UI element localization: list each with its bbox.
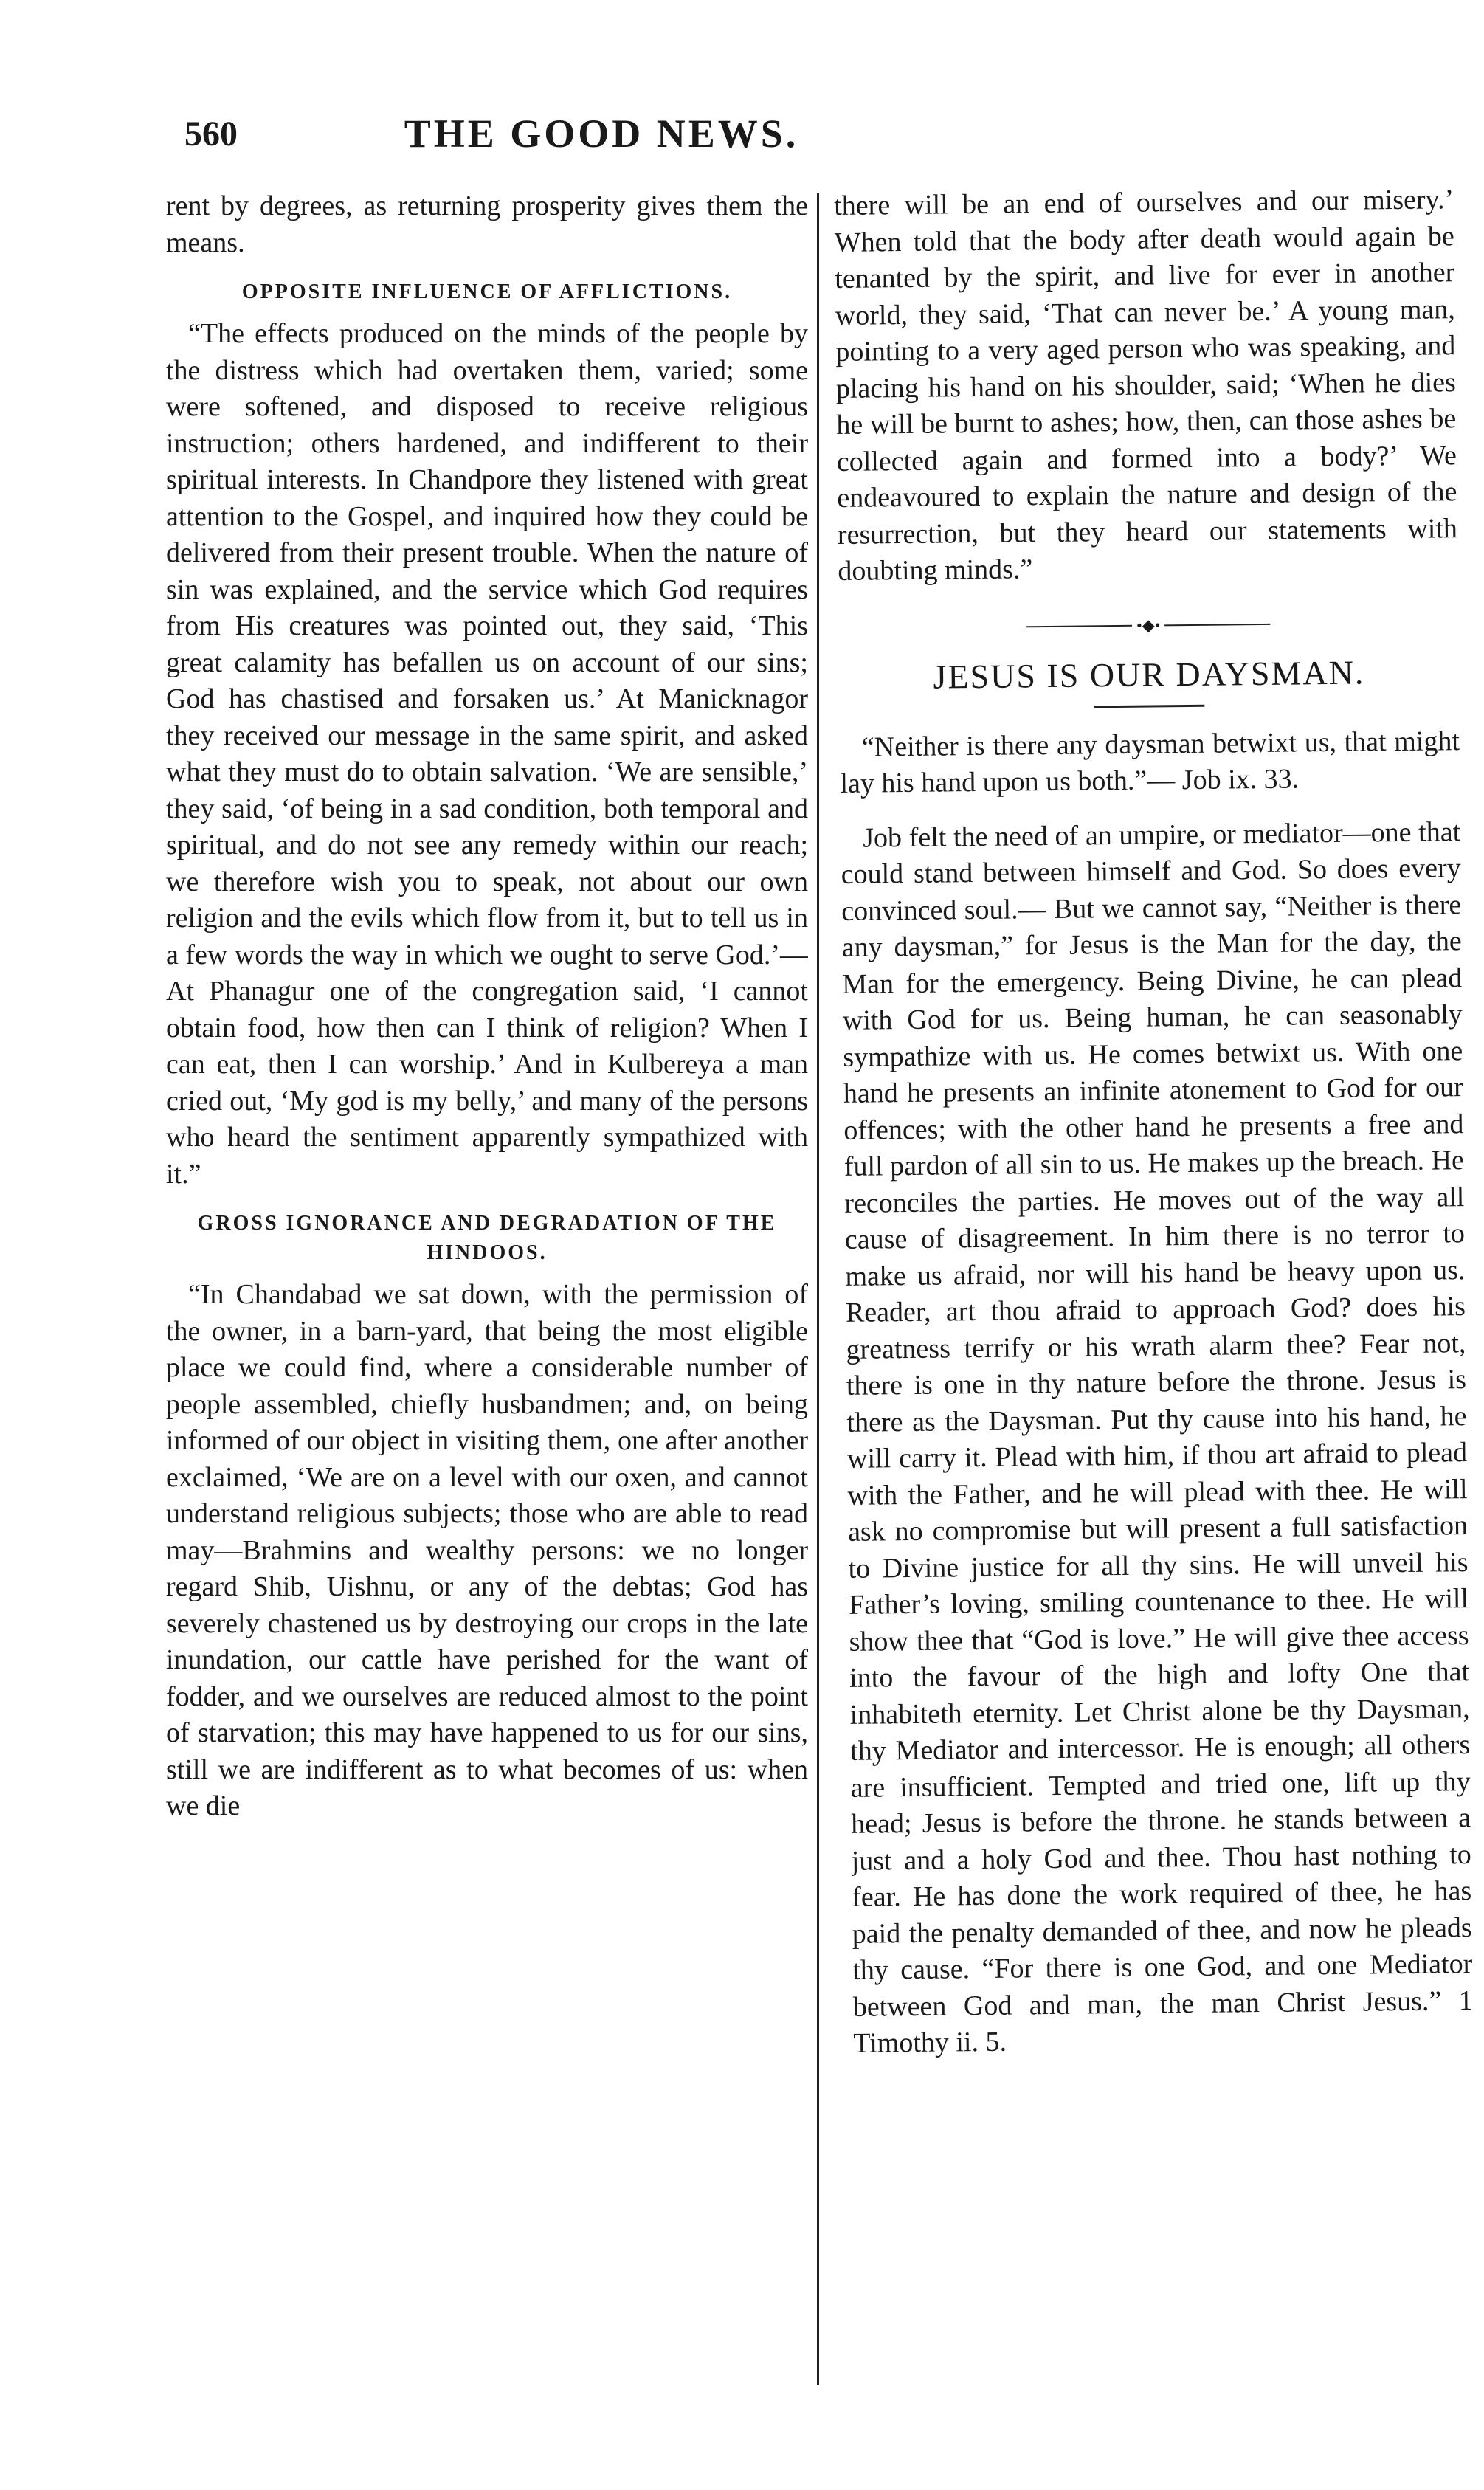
epigraph-reference: Job ix. 33.: [1181, 763, 1300, 796]
article-title: JESUS IS OUR DAYSMAN.: [933, 653, 1365, 696]
column-divider: [817, 193, 819, 2385]
article-body: Job felt the need of an umpire, or mediator—one that could stand between himself and God. So does every convinced soul.— But we cannot say, “Neither is there any daysman,” for Jesus is the Man for the day, the Man for the emergency. Being Divine, he can plead with God for us. Being human, he can seasonably sympathize with us. He comes betwixt us. With one hand he presents an infinite atonement to God for our offences; with the other hand he presents a free and full pardon of all sin to us. He makes up the breach. He reconciles the parties. He moves out of the way all cause of disagreement. In him there is no terror to make us afraid, nor will his hand be heavy upon us. Reader, art thou afraid to approach God? does his greatness terrify or his wrath alarm thee? Fear not, there is one in thy nature before the throne. Jesus is there as the Daysman. Put thy cause into his hand, he will carry it. Plead with him, if thou art afraid to plead with the Father, and he will plead with thee. He will ask no compromise but will present a full satisfaction to Divine justice for all thy sins. He will unveil his Father’s loving, smiling countenance to thee. He will show thee that “God is love.” He will give thee access into the favour of the high and lofty One that inhabiteth eternity. Let Christ alone be thy Daysman, thy Mediator and intercessor. He is enough; all others are insufficient. Tempted and tried one, lift up thy head; Jesus is before the throne. he stands between a just and a holy God and thee. Thou hast nothing to fear. He has done the work required of thee, he has paid the penalty demanded of thee, and now he pleads thy cause. “For there is one God, and one Mediator between God and man, the man Christ Jesus.” 1 Timothy ii. 5.: [841, 815, 1473, 2059]
page-header: [162, 111, 1040, 170]
continuation-paragraph: there will be an end of ourselves and our misery.’ When told that the body after death would again be tenanted by the spirit, and live for ever in another world, they said, ‘That can never be.’ A young man, pointing to a very aged person who was speaking, and placing his hand on his shoulder, said; ‘When he dies he will be burnt to ashes; how, then, can those ashes be collected again and formed into a body?’ We endeavoured to explain the nature and design of the resurrection, but they heard our statements with doubting minds.”: [834, 184, 1458, 587]
section-heading-ignorance: GROSS IGNORANCE AND DEGRADATION OF THE HINDOOS.: [197, 1212, 777, 1264]
paragraph-ignorance: “In Chandabad we sat down, with the permission of the owner, in a barn-yard, that being the most eligible place we could find, where a considerable number of people assembled, chiefly husbandmen; and, on being informed of our object in visiting them, one after another exclaimed, ‘We are on a level with our oxen, and cannot understand religious subjects; those who are able to read may—Brahmins and wealthy persons: we no longer regard Shib, Uishnu, or any of the debtas; God has severely chastened us by destroying our crops in the late inundation, our cattle have perished for the want of fodder, and we ourselves are reduced almost to the point of starvation; this may have happened to us for our sins, still we are indifferent as to what becomes of us: when we die: [166, 1279, 808, 1821]
section-heading-afflictions: OPPOSITE INFLUENCE OF AFFLICTIONS.: [241, 280, 733, 303]
epigraph-text: “Neither is there any daysman betwixt us, that might lay his hand upon us both.”—: [840, 725, 1460, 799]
opening-lines: rent by degrees, as returning prosperity gives them the means.: [166, 190, 808, 258]
title-underline: [1094, 704, 1204, 708]
page-number: 560: [184, 114, 238, 154]
divider-ornament: •◆•: [1132, 616, 1165, 634]
running-title: THE GOOD NEWS.: [404, 111, 799, 156]
article-epigraph: [840, 723, 1460, 803]
ornamental-divider: [1026, 615, 1270, 635]
left-column: [166, 188, 808, 2395]
right-column: [834, 182, 1477, 2395]
paragraph-afflictions: “The effects produced on the minds of the people by the distress which had overtaken them, varied; some were softened, and disposed to receive religious instruction; others hardened, and indifferent to their spiritual interests. In Chandpore they listened with great attention to the Gospel, and inquired how they could be delivered from their present trouble. When the nature of sin was explained, and the service which God requires from His creatures was pointed out, they said, ‘This great calamity has befallen us on account of our sins; God has chastised and forsaken us.’ At Manicknagor they received our message in the same spirit, and asked what they must do to obtain salvation. ‘We are sensible,’ they said, ‘of being in a sad condition, both temporal and spiritual, and do not see any remedy within our reach; we therefore wish you to speak, not about our own religion and the evils which flow from it, but to tell us in a few words the way in which we ought to serve God.’— At Phanagur one of the congregation said, ‘I cannot obtain food, how then can I think of religion? When I can eat, then I can worship.’ And in Kulbereya a man cried out, ‘My god is my belly,’ and many of the persons who heard the sentiment apparently sympathized with it.”: [166, 318, 808, 1190]
